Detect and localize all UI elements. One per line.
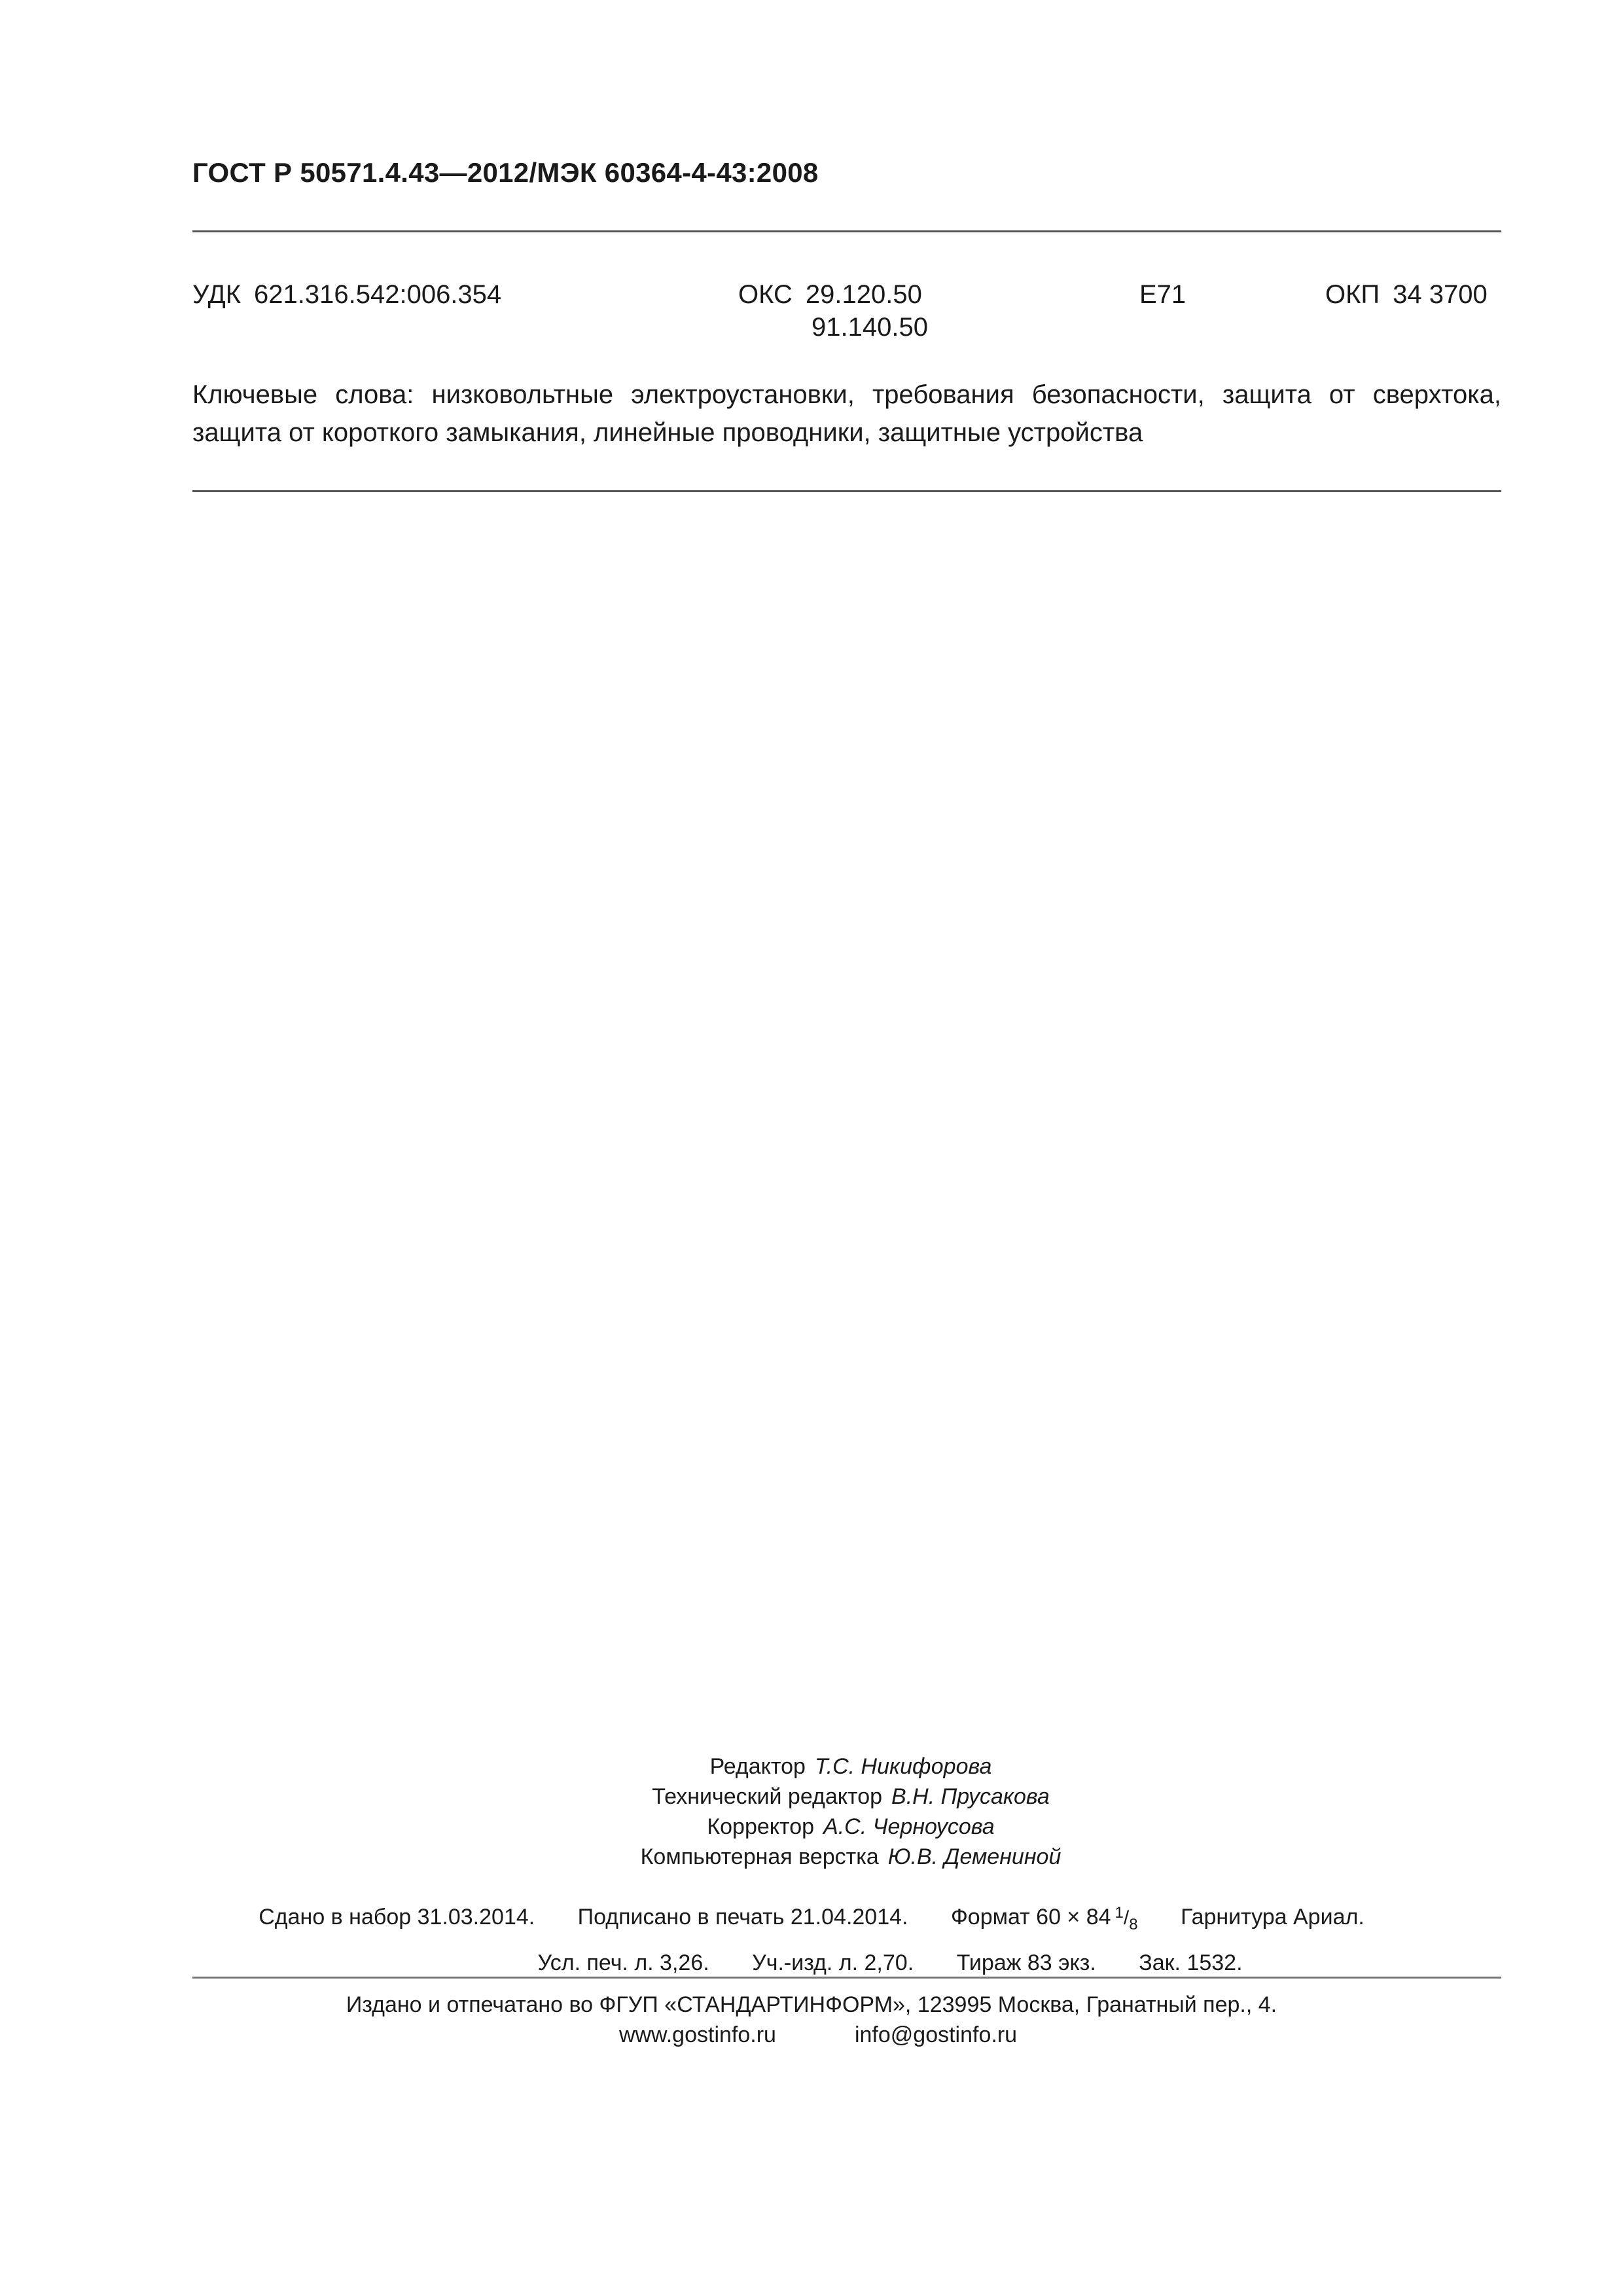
- udk-label: УДК: [192, 280, 241, 309]
- tech-editor-role: Технический редактор: [652, 1784, 883, 1809]
- e-code: Е71: [1139, 280, 1186, 309]
- publisher-divider: [192, 1977, 1501, 1979]
- credit-corrector: [0, 1812, 1623, 1842]
- tech-editor-name: В.Н. Прусакова: [891, 1784, 1050, 1809]
- format-numerator: 1: [1115, 1904, 1124, 1922]
- signed-date: Подписано в печать 21.04.2014.: [577, 1905, 908, 1929]
- okp-value: 34 3700: [1393, 280, 1488, 309]
- credit-layout: [0, 1842, 1623, 1872]
- publisher-email: info@gostinfo.ru: [854, 2022, 1018, 2047]
- publisher-contacts: [0, 2020, 1623, 2050]
- keywords-block: [192, 376, 1501, 452]
- oks-code: [738, 280, 922, 310]
- layout-name: Ю.В. Демениной: [887, 1844, 1061, 1869]
- format-denominator: 8: [1129, 1916, 1138, 1933]
- udk-value: 621.316.542:006.354: [254, 280, 502, 309]
- tirazh: Тираж 83 экз.: [956, 1950, 1096, 1975]
- udk-code: [192, 280, 501, 310]
- oks-value-1: 29.120.50: [805, 280, 922, 309]
- okp-label: ОКП: [1325, 280, 1380, 309]
- editor-name: Т.С. Никифорова: [814, 1754, 992, 1779]
- corrector-role: Корректор: [707, 1814, 815, 1839]
- keywords-line-2: защита от короткого замыкания, линейные проводники, защитные устройства: [192, 418, 1143, 447]
- oks-label: ОКС: [738, 280, 793, 309]
- usl-pech: Усл. печ. л. 3,26.: [537, 1950, 709, 1975]
- print-format: [950, 1904, 1138, 1933]
- publisher-address: Издано и отпечатано во ФГУП «СТАНДАРТИНФОРМ», 123995 Москва, Гранатный пер., 4.: [346, 1992, 1277, 2017]
- editor-role: Редактор: [709, 1754, 806, 1779]
- keywords-divider: [192, 490, 1501, 492]
- okp-code: [1325, 280, 1488, 310]
- credit-editor: [0, 1751, 1623, 1782]
- publisher-block: [0, 1990, 1623, 2050]
- uch-izd: Уч.-изд. л. 2,70.: [752, 1950, 914, 1975]
- print-info: [0, 1894, 1623, 1982]
- zak: Зак. 1532.: [1139, 1950, 1243, 1975]
- oks-value-2: 91.140.50: [812, 313, 928, 342]
- layout-role: Компьютерная верстка: [640, 1844, 879, 1869]
- submitted-date: Сдано в набор 31.03.2014.: [259, 1905, 535, 1929]
- publisher-website: www.gostinfo.ru: [618, 2022, 776, 2047]
- top-divider: [192, 230, 1501, 232]
- corrector-name: А.С. Черноусова: [823, 1814, 995, 1839]
- keywords-line-1: Ключевые слова: низковольтные электроустановки, требования безопасности, защита от сверхтока,: [192, 380, 1501, 409]
- format-label: Формат 60 × 84: [950, 1905, 1111, 1929]
- standard-designation: ГОСТ Р 50571.4.43—2012/МЭК 60364-4-43:2008: [192, 157, 819, 188]
- credit-tech-editor: [0, 1782, 1623, 1812]
- editorial-credits: [0, 1751, 1623, 1872]
- print-info-row-1: [0, 1894, 1623, 1944]
- format-fraction: $^1/_8$: [1115, 1904, 1138, 1933]
- typeface: Гарнитура Ариал.: [1181, 1905, 1364, 1929]
